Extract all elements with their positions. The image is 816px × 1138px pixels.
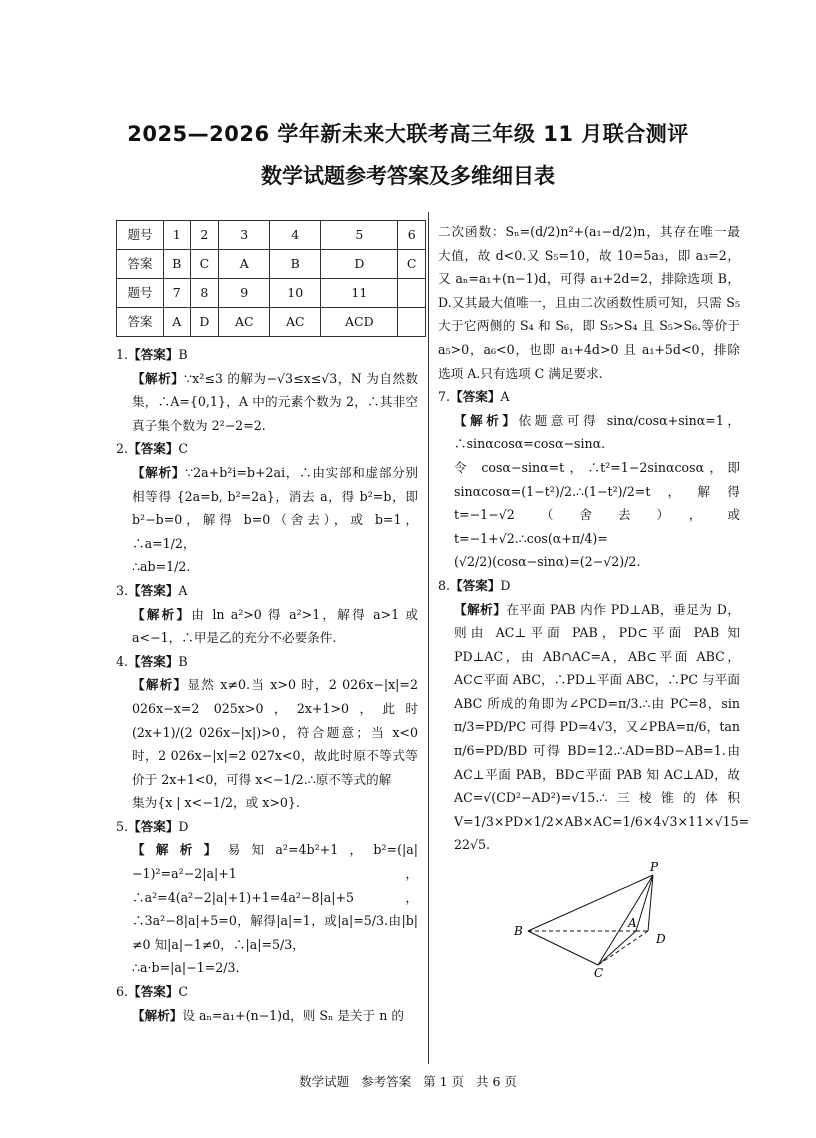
table-row: 题号 1 2 3 4 5 6 [117,221,426,250]
answer-value: B [178,653,188,669]
question-6: 6.【答案】C 【解析】设 aₙ=a₁+(n−1)d，则 Sₙ 是关于 n 的 [116,984,404,1023]
pyramid-diagram [508,861,688,977]
label-a: A [628,916,637,931]
question-4: 4.【答案】B 【解析】显然 x≠0.当 x>0 时，2 026x−|x|=2 026x−x=2 025x>0，2x+1>0，此时 (2x+1)/(2 026x−|x|)>0，符合题意；当 x<0 时，2 026x−|x|=2 027x<0，故此时原不等式等价于 2x+1<0，可得 x<−1/2.∴原不等式的解 集为{x | x<−1/2，或 x>0}. [116,653,418,811]
edge-ac [598,931,636,965]
answer-value: C [178,984,189,1000]
edge-dc [598,931,648,965]
page-subtitle: 数学试题参考答案及多维细目表 [261,164,555,188]
table-row: 题号 7 8 9 10 11 [117,279,426,308]
answer-value: B [178,347,188,362]
label-d: D [656,932,666,947]
question-2: 2.【答案】C 【解析】∵2a+b²i=b+2ai，∴由实部和虚部分别相等得 {2a=b, b²=2a}，消去 a，得 b²=b，即 b²−b=0，解得 b=0（舍去），或 b=1，∴a=1/2， ∴ab=1/2. [116,441,418,575]
page-title: 2025—2026 学年新未来大联考高三年级 11 月联合测评 [127,122,689,146]
column-divider [428,212,429,1064]
label-p: P [650,861,659,875]
answer-value: D [500,577,511,593]
question-5: 5.【答案】D 【解析】易知a²=4b²+1，b²=(|a|−1)²=a²−2|a|+1，∴a²=4(a²−2|a|+1)+1=4a²−8|a|+5，∴3a²−8|a|+5=0，解得|a|=1，或|a|=5/3.由|b|≠0 知|a|−1≠0，∴|a|=5/3， ∴a·b=|a|−1=2/3. [116,818,418,976]
answer-value: C [178,441,189,457]
answer-value: A [500,389,510,405]
question-8: 8.【答案】D 【解析】在平面 PAB 内作 PD⊥AB，垂足为 D，则由 AC⊥平面 PAB，PD⊂平面 PAB 知 PD⊥AC，由 AB∩AC=A，AB⊂平面 ABC，AC⊂平面 ABC，∴PD⊥平面 ABC，∴PC 与平面 ABC 所成的角即为∠PCD=π/3.∴由 PC=8，sin π/3=PD/PC 可得 PD=4√3，又∠PBA=π/6，tan π/6=PD/BD 可得 BD=12.∴AD=BD−AB=1.由 AC⊥平面 PAB，BD⊂平面 PAB 知 AC⊥AD，故 AC=√(CD²−AD²)=√15.∴三棱锥的体积 V=1/3×PD×1/2×AB×AC=1/6×4√3×11×√15= 22√5. [438,577,750,853]
answer-table [116,220,426,337]
answer-value: A [178,582,188,598]
page-footer: 数学试题 参考答案 第 1 页 共 6 页 [299,1074,517,1089]
table-row: 答案 B C A B D C [117,250,426,279]
question-1: 1.【答案】B 【解析】∵x²≤3 的解为−√3≤x≤√3，N 为自然数集，∴A={0,1}，A 中的元素个数为 2，∴其非空真子集个数为 2²−2=2. [116,347,418,433]
question-3: 3.【答案】A 【解析】由 ln a²>0 得 a²>1，解得 a>1 或 a<−1，∴甲是乙的充分不必要条件. [116,582,419,646]
pyramid-figure [438,861,740,979]
left-column [116,220,418,1027]
label-b: B [514,924,523,939]
right-column [438,220,750,979]
label-c: C [594,966,604,978]
answer-value: D [178,818,189,834]
question-7: 7.【答案】A 【解析】依题意可得 sinα/cosα+sinα=1，∴sinαcosα=cosα−sinα. 令 cosα−sinα=t，∴t²=1−2sinαcosα，即 sinαcosα=(1−t²)/2.∴(1−t²)/2=t，解得 t=−1−√2（舍去），或 t=−1+√2.∴cos(α+π/4)= (√2/2)(cosα−sinα)=(2−√2)/2. [438,389,740,570]
table-row: 答案 A D AC AC ACD [117,308,426,337]
question-6-continued: 二次函数：Sₙ=(d/2)n²+(a₁−d/2)n，其存在唯一最大值，故 d<0.又 S₅=10，故 10=5a₃，即 a₃=2，又 aₙ=a₁+(n−1)d，可得 a₁+2d=2，排除选项 B，D.又其最大值唯一，且由二次函数性质可知，只需 S₅ 大于它两侧的 S₄ 和 S₆，即 S₅>S₄ 且 S₅>S₆.等价于 a₅>0，a₆<0，也即 a₁+4d>0 且 a₁+5d<0，排除选项 A.只有选项 C 满足要求. [438,224,740,381]
edge-pc [598,875,653,965]
edge-bc [528,931,598,965]
